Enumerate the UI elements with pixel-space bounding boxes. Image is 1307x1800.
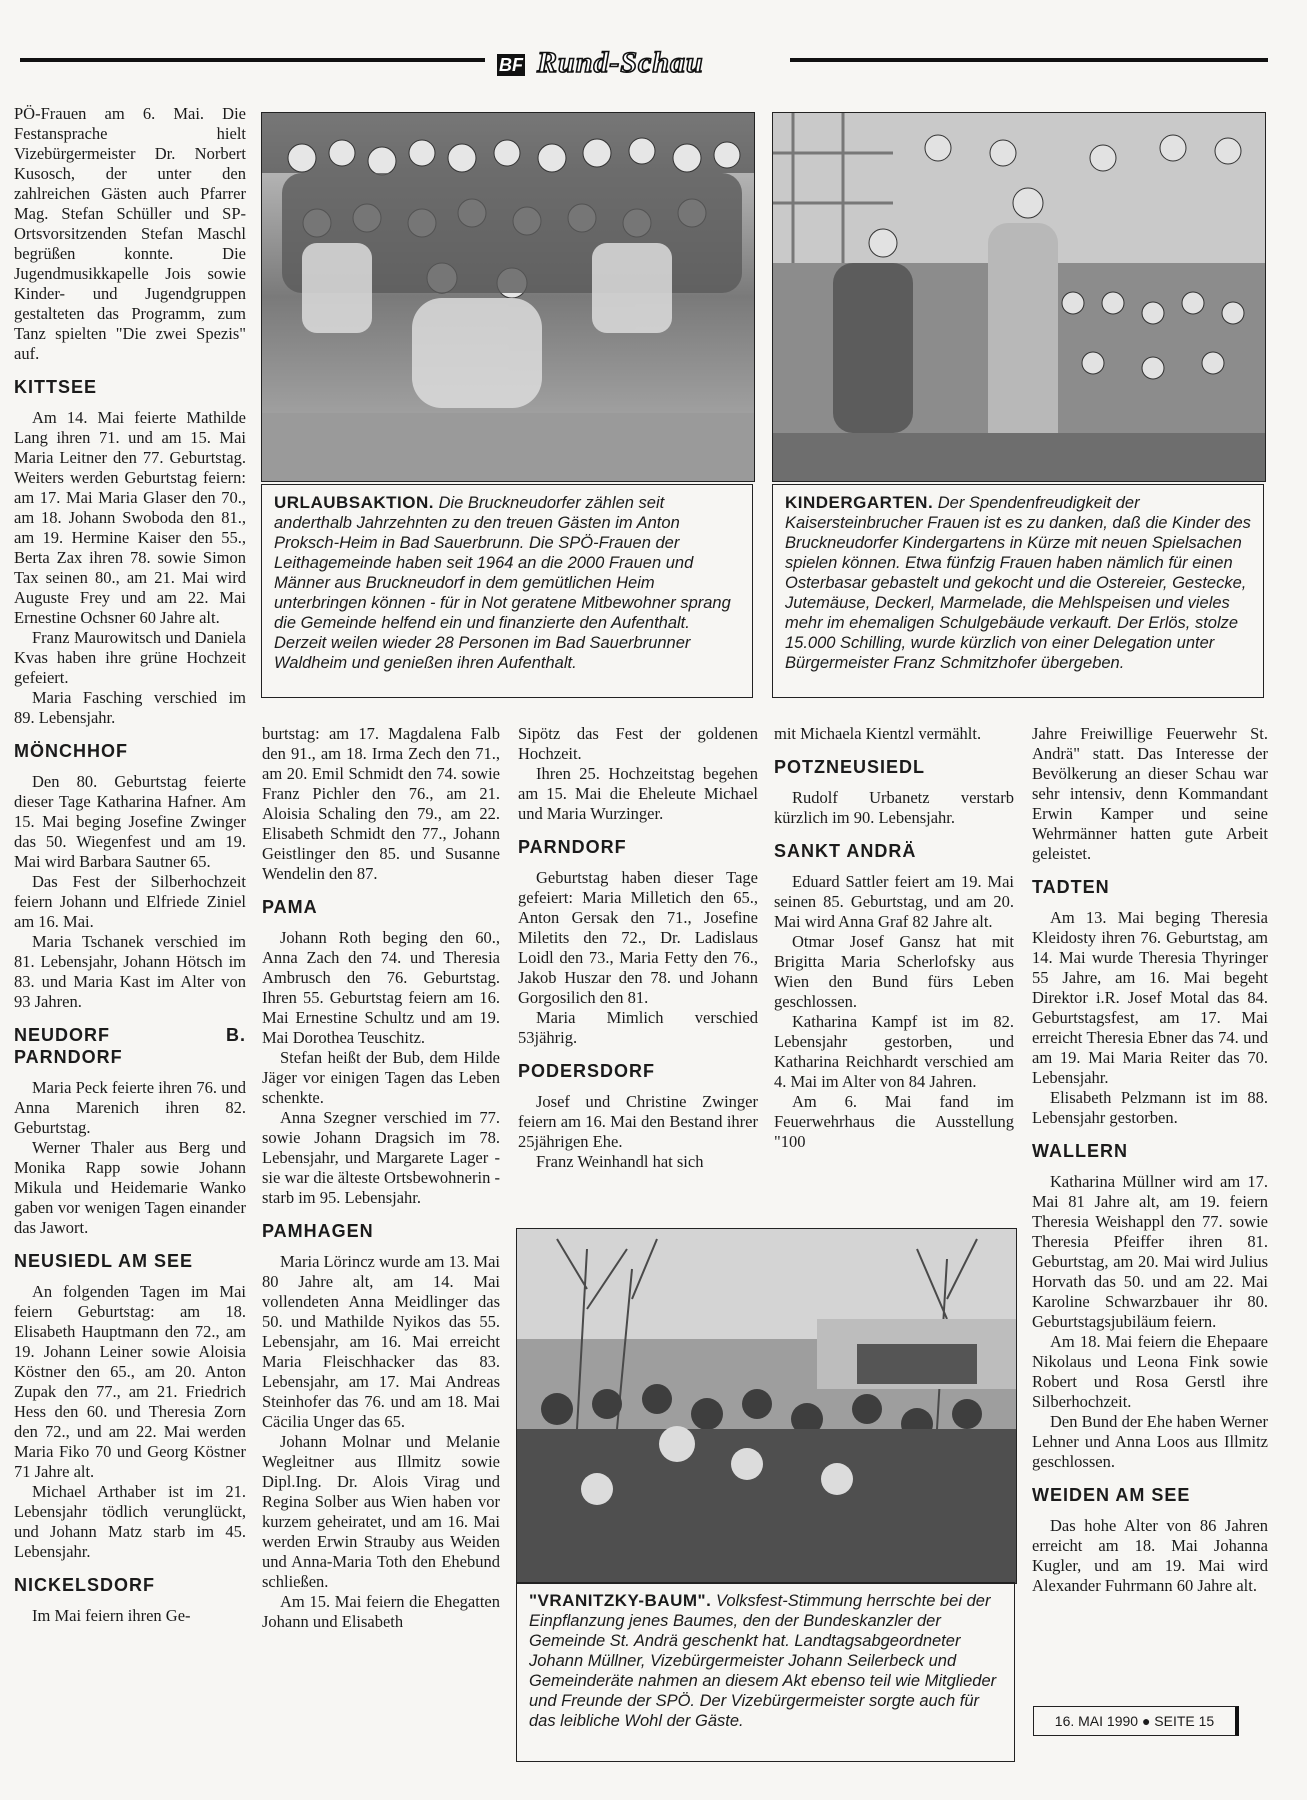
heading-potzneusiedl: POTZNEUSIEDL: [774, 757, 926, 777]
group-photo-image: [262, 113, 754, 481]
paragraph: Den Bund der Ehe haben Werner Lehner und Anna Loos aus Illmitz geschlossen.: [1032, 1412, 1268, 1471]
paragraph: Katharina Müllner wird am 17. Mai 81 Jahre alt, am 19. feiern Theresia Weishappl den 77. sowie Theresia Pfeiffer ihren 81. Geburtstag, am 20. Mai wird Julius Horvath das 50. und am 22. Mai Karoline Schwarzbauer ihr 80. Geburtstagsjubiläum feiern.: [1032, 1172, 1268, 1331]
paragraph: Stefan heißt der Bub, dem Hilde Jäger vor einigen Tagen das Leben schenkte.: [262, 1048, 500, 1107]
caption-title: KINDERGARTEN.: [785, 493, 934, 512]
paragraph: Josef und Christine Zwinger feiern am 16. Mai den Bestand ihrer 25jährigen Ehe.: [518, 1092, 758, 1151]
paragraph: Eduard Sattler feiert am 19. Mai seinen 85. Geburtstag, und am 20. Mai wird Anna Graf 82 Jahre alt.: [774, 872, 1014, 931]
paragraph: mit Michaela Kientzl vermählt.: [774, 724, 982, 743]
header-rule-left: [20, 58, 485, 62]
paragraph: PÖ-Frauen am 6. Mai. Die Festansprache hielt Vizebürgermeister Dr. Norbert Kusosch, der unter den zahlreichen Gästen auch Pfarrer Mag. Stefan Schüller und SP-Ortsvorsitzenden Stefan Maschl begrüßen konnte. Die Jugendmusikkapelle Jois sowie Kinder- und Jugendgruppen gestalteten das Programm, zum Tanz spielten "Die zwei Spezis" auf.: [14, 104, 246, 363]
column-5: [1032, 724, 1268, 1596]
paragraph: Am 13. Mai beging Theresia Kleidosty ihren 76. Geburtstag, am 14. Mai wurde Theresia Thyringer 55 Jahre, am 16. Mai begeht Direktor i.R. Josef Motal das 84. Geburtstagsfest, am 17. Mai erreicht Theresia Ebner das 74. und am 19. Mai Maria Reiter das 70. Lebensjahr.: [1032, 908, 1268, 1087]
paragraph: Am 15. Mai feiern die Ehegatten Johann und Elisabeth: [262, 1592, 500, 1631]
paragraph: Michael Arthaber ist im 21. Lebensjahr tödlich verunglückt, und Johann Matz starb im 45. Lebensjahr.: [14, 1482, 246, 1561]
caption-text: Die Bruckneudorfer zählen seit anderthalb Jahrzehnten zu den treuen Gästen im Anton Proksch-Heim in Bad Sauerbrunn. Die SPÖ-Frauen der Leithagemeinde haben seit 1964 an die 2000 Frauen und Männer aus Bruckneudorf in dem gemütlichen Heim unterbringen können - für in Not geratene Mitbewohner sprang die Gemeinde helfend ein und finanzierte den Aufenthalt. Derzeit weilen wieder 28 Personen im Bad Sauerbrunner Waldheim und genießen ihren Aufenthalt.: [274, 494, 731, 672]
section-title: Rund-Schau: [537, 46, 704, 79]
paragraph: Das Fest der Silberhochzeit feiern Johann und Elfriede Ziniel am 16. Mai.: [14, 872, 246, 931]
caption-vranitzky-baum: [516, 1582, 1015, 1762]
heading-pamhagen: PAMHAGEN: [262, 1221, 374, 1241]
paragraph: Elisabeth Pelzmann ist im 88. Lebensjahr gestorben.: [1032, 1088, 1268, 1127]
photo-kindergarten: [772, 112, 1266, 482]
caption-text: Der Spendenfreudigkeit der Kaisersteinbrucher Frauen ist es zu danken, daß die Kinder des Bruckneudorfer Kindergartens in Kürze mit neuen Spielsachen spielen können. Etwa fünfzig Frauen haben nämlich für einen Osterbasar gebastelt und gekocht und die Ostereier, Gestecke, Jutemäuse, Deckerl, Marmelade, die Mehlspeisen und vieles mehr im ehemaligen Schulgebäude verkauft. Der Erlös, stolze 15.000 Schilling, wurde kürzlich von einer Delegation unter Bürgermeister Franz Schmitzhofer übergeben.: [785, 494, 1251, 672]
paragraph: Im Mai feiern ihren Ge-: [32, 1606, 191, 1625]
paragraph: Maria Mimlich verschied 53jährig.: [518, 1008, 758, 1047]
paragraph: Maria Peck feierte ihren 76. und Anna Marenich ihren 82. Geburtstag.: [14, 1078, 246, 1137]
caption-title: URLAUBSAKTION.: [274, 493, 434, 512]
photo-urlaubsaktion: [261, 112, 755, 482]
heading-podersdorf: PODERSDORF: [518, 1061, 656, 1081]
paragraph: Anna Szegner verschied im 77. sowie Johann Dragsich im 78. Lebensjahr, und Margarete Lager - sie war die älteste Ortsbewohnerin - starb im 95. Lebensjahr.: [262, 1108, 500, 1207]
column-2: [262, 724, 500, 1632]
heading-nickelsdorf: NICKELSDORF: [14, 1575, 155, 1595]
column-3: [518, 724, 758, 1172]
paragraph: Am 14. Mai feierte Mathilde Lang ihren 71. und am 15. Mai Maria Leitner den 77. Geburtstag. Weiters werden Geburtstag feiern: am 17. Mai Maria Glaser den 70., am 18. Johann Swoboda den 81., am 19. Hermine Kaiser den 55., Berta Zax ihren 78. sowie Simon Tax seinen 80., am 21. Mai wird Auguste Frey und am 22. Mai Ernestine Ochsner 60 Jahre alt.: [14, 408, 246, 627]
paragraph: Den 80. Geburtstag feierte dieser Tage Katharina Hafner. Am 15. Mai beging Josefine Zwinger das 50. Wiegenfest und am 19. Mai wird Barbara Sautner 65.: [14, 772, 246, 871]
heading-kittsee: KITTSEE: [14, 377, 98, 397]
caption-kindergarten: [772, 484, 1264, 698]
paragraph: Johann Roth beging den 60., Anna Zach den 74. und Theresia Ambrusch den 76. Geburtstag. Ihren 55. Geburtstag feiern am 16. Mai Ernestine Schultz und am 19. Mai Dorothea Teuschitz.: [262, 928, 500, 1047]
paragraph: burtstag: am 17. Magdalena Falb den 91., am 18. Irma Zech den 71., am 20. Emil Schmidt den 74. sowie Franz Pichler den 76., am 21. Aloisia Schaling den 79., am 22. Elisabeth Schmidt den 77., Johann Geistlinger den 85. und Susanne Wendelin den 87.: [262, 724, 500, 883]
heading-tadten: TADTEN: [1032, 877, 1110, 897]
bf-logo: BF: [499, 55, 523, 75]
paragraph: Franz Weinhandl hat sich: [536, 1152, 704, 1171]
paragraph: Maria Lörincz wurde am 13. Mai 80 Jahre alt, am 14. Mai vollendeten Anna Meidlinger das 50. und Mathilde Nyikos das 55. Lebensjahr, am 16. Mai erreicht Maria Fleischhacker das 83. Lebensjahr, am 17. Mai Andreas Steinhofer das 76. und am 18. Mai Cäcilia Unger das 65.: [262, 1252, 500, 1431]
heading-pama: PAMA: [262, 897, 318, 917]
column-1: [14, 104, 246, 1626]
crowd-photo-image: [517, 1229, 1016, 1583]
caption-title: "VRANITZKY-BAUM".: [529, 1591, 712, 1610]
paragraph: Maria Fasching verschied im 89. Lebensjahr.: [14, 688, 246, 727]
caption-text: Volksfest-Stimmung herrschte bei der Einpflanzung jenes Baumes, den der Bundeskanzler der Gemeinde St. Andrä geschenkt hat. Landtagsabgeordneter Johann Müllner, Vizebürgermeister Johann Seilerbeck und Gemeinderäte nahmen an diesem Akt ebenso teil wie Mitglieder und Freunde der SPÖ. Der Vizebürgermeister sorgte auch für das leibliche Wohl der Gäste.: [529, 1592, 997, 1730]
paragraph: Katharina Kampf ist im 82. Lebensjahr gestorben, und Katharina Reichhardt verschied am 4. Mai im Alter von 84 Jahren.: [774, 1012, 1014, 1091]
heading-weiden: WEIDEN AM SEE: [1032, 1485, 1191, 1505]
heading-neusiedl: NEUSIEDL AM SEE: [14, 1251, 194, 1271]
paragraph: Das hohe Alter von 86 Jahren erreicht am 18. Mai Johanna Kugler, und am 19. Mai wird Alexander Fuhrmann 60 Jahre alt.: [1032, 1516, 1268, 1595]
paragraph: An folgenden Tagen im Mai feiern Geburtstag: am 18. Elisabeth Hauptmann den 72., am 19. Johann Leiner sowie Aloisia Köstner den 65., am 20. Anton Zupak den 77., am 21. Friedrich Hess den 60. und Theresia Zorn den 72., und am 22. Mai werden Maria Fiko 70 und Georg Köstner 71 Jahre alt.: [14, 1282, 246, 1481]
paragraph: Sipötz das Fest der goldenen Hochzeit.: [518, 724, 758, 763]
paragraph: Franz Maurowitsch und Daniela Kvas haben ihre grüne Hochzeit gefeiert.: [14, 628, 246, 687]
page-footer-date: 16. MAI 1990 ● SEITE 15: [1033, 1706, 1239, 1736]
caption-urlaubsaktion: [261, 484, 753, 698]
paragraph: Werner Thaler aus Berg und Monika Rapp sowie Johann Mikula und Heidemarie Wanko gaben vor wenigen Tagen einander das Jawort.: [14, 1138, 246, 1237]
header-rule-right: [790, 58, 1268, 62]
heading-wallern: WALLERN: [1032, 1141, 1128, 1161]
paragraph: Am 6. Mai fand im Feuerwehrhaus die Ausstellung "100: [774, 1092, 1014, 1151]
paragraph: Maria Tschanek verschied im 81. Lebensjahr, Johann Hötsch im 83. und Maria Kast im Alter von 93 Jahren.: [14, 932, 246, 1011]
paragraph: Johann Molnar und Melanie Wegleitner aus Illmitz sowie Dipl.Ing. Dr. Alois Virag und Regina Solber aus Wien haben vor kurzem geheiratet, und am 16. Mai werden Erwin Strauby aus Weiden und Anna-Maria Toth den Ehebund schließen.: [262, 1432, 500, 1591]
column-4: [774, 724, 1014, 1152]
paragraph: Jahre Freiwillige Feuerwehr St. Andrä" statt. Das Interesse der Bevölkerung an dieser Schau war sehr intensiv, denn Kommandant Erwin Kamper und seine Wehrmänner hatten gute Arbeit geleistet.: [1032, 724, 1268, 863]
paragraph: Am 18. Mai feiern die Ehepaare Nikolaus und Leona Fink sowie Robert und Rosa Gerstl ihre Silberhochzeit.: [1032, 1332, 1268, 1411]
paragraph: Otmar Josef Gansz hat mit Brigitta Maria Scherlofsky aus Wien den Bund fürs Leben geschlossen.: [774, 932, 1014, 1011]
paragraph: Geburtstag haben dieser Tage gefeiert: Maria Milletich den 65., Anton Gersak den 71., Josefine Miletits den 72., Dr. Ladislaus Loidl den 73., Maria Fetty den 76., Jakob Huszar den 78. und Johann Gorgosilich den 81.: [518, 868, 758, 1007]
kindergarten-photo-image: [773, 113, 1265, 481]
heading-sankt-andrae: SANKT ANDRÄ: [774, 841, 917, 861]
heading-neudorf: NEUDORF B. PARNDORF: [14, 1025, 246, 1067]
heading-moenchhof: MÖNCHHOF: [14, 741, 128, 761]
heading-parndorf: PARNDORF: [518, 837, 627, 857]
paragraph: Rudolf Urbanetz verstarb kürzlich im 90. Lebensjahr.: [774, 788, 1014, 827]
paragraph: Ihren 25. Hochzeitstag begehen am 15. Mai die Eheleute Michael und Maria Wurzinger.: [518, 764, 758, 823]
photo-vranitzky-baum: [516, 1228, 1017, 1584]
